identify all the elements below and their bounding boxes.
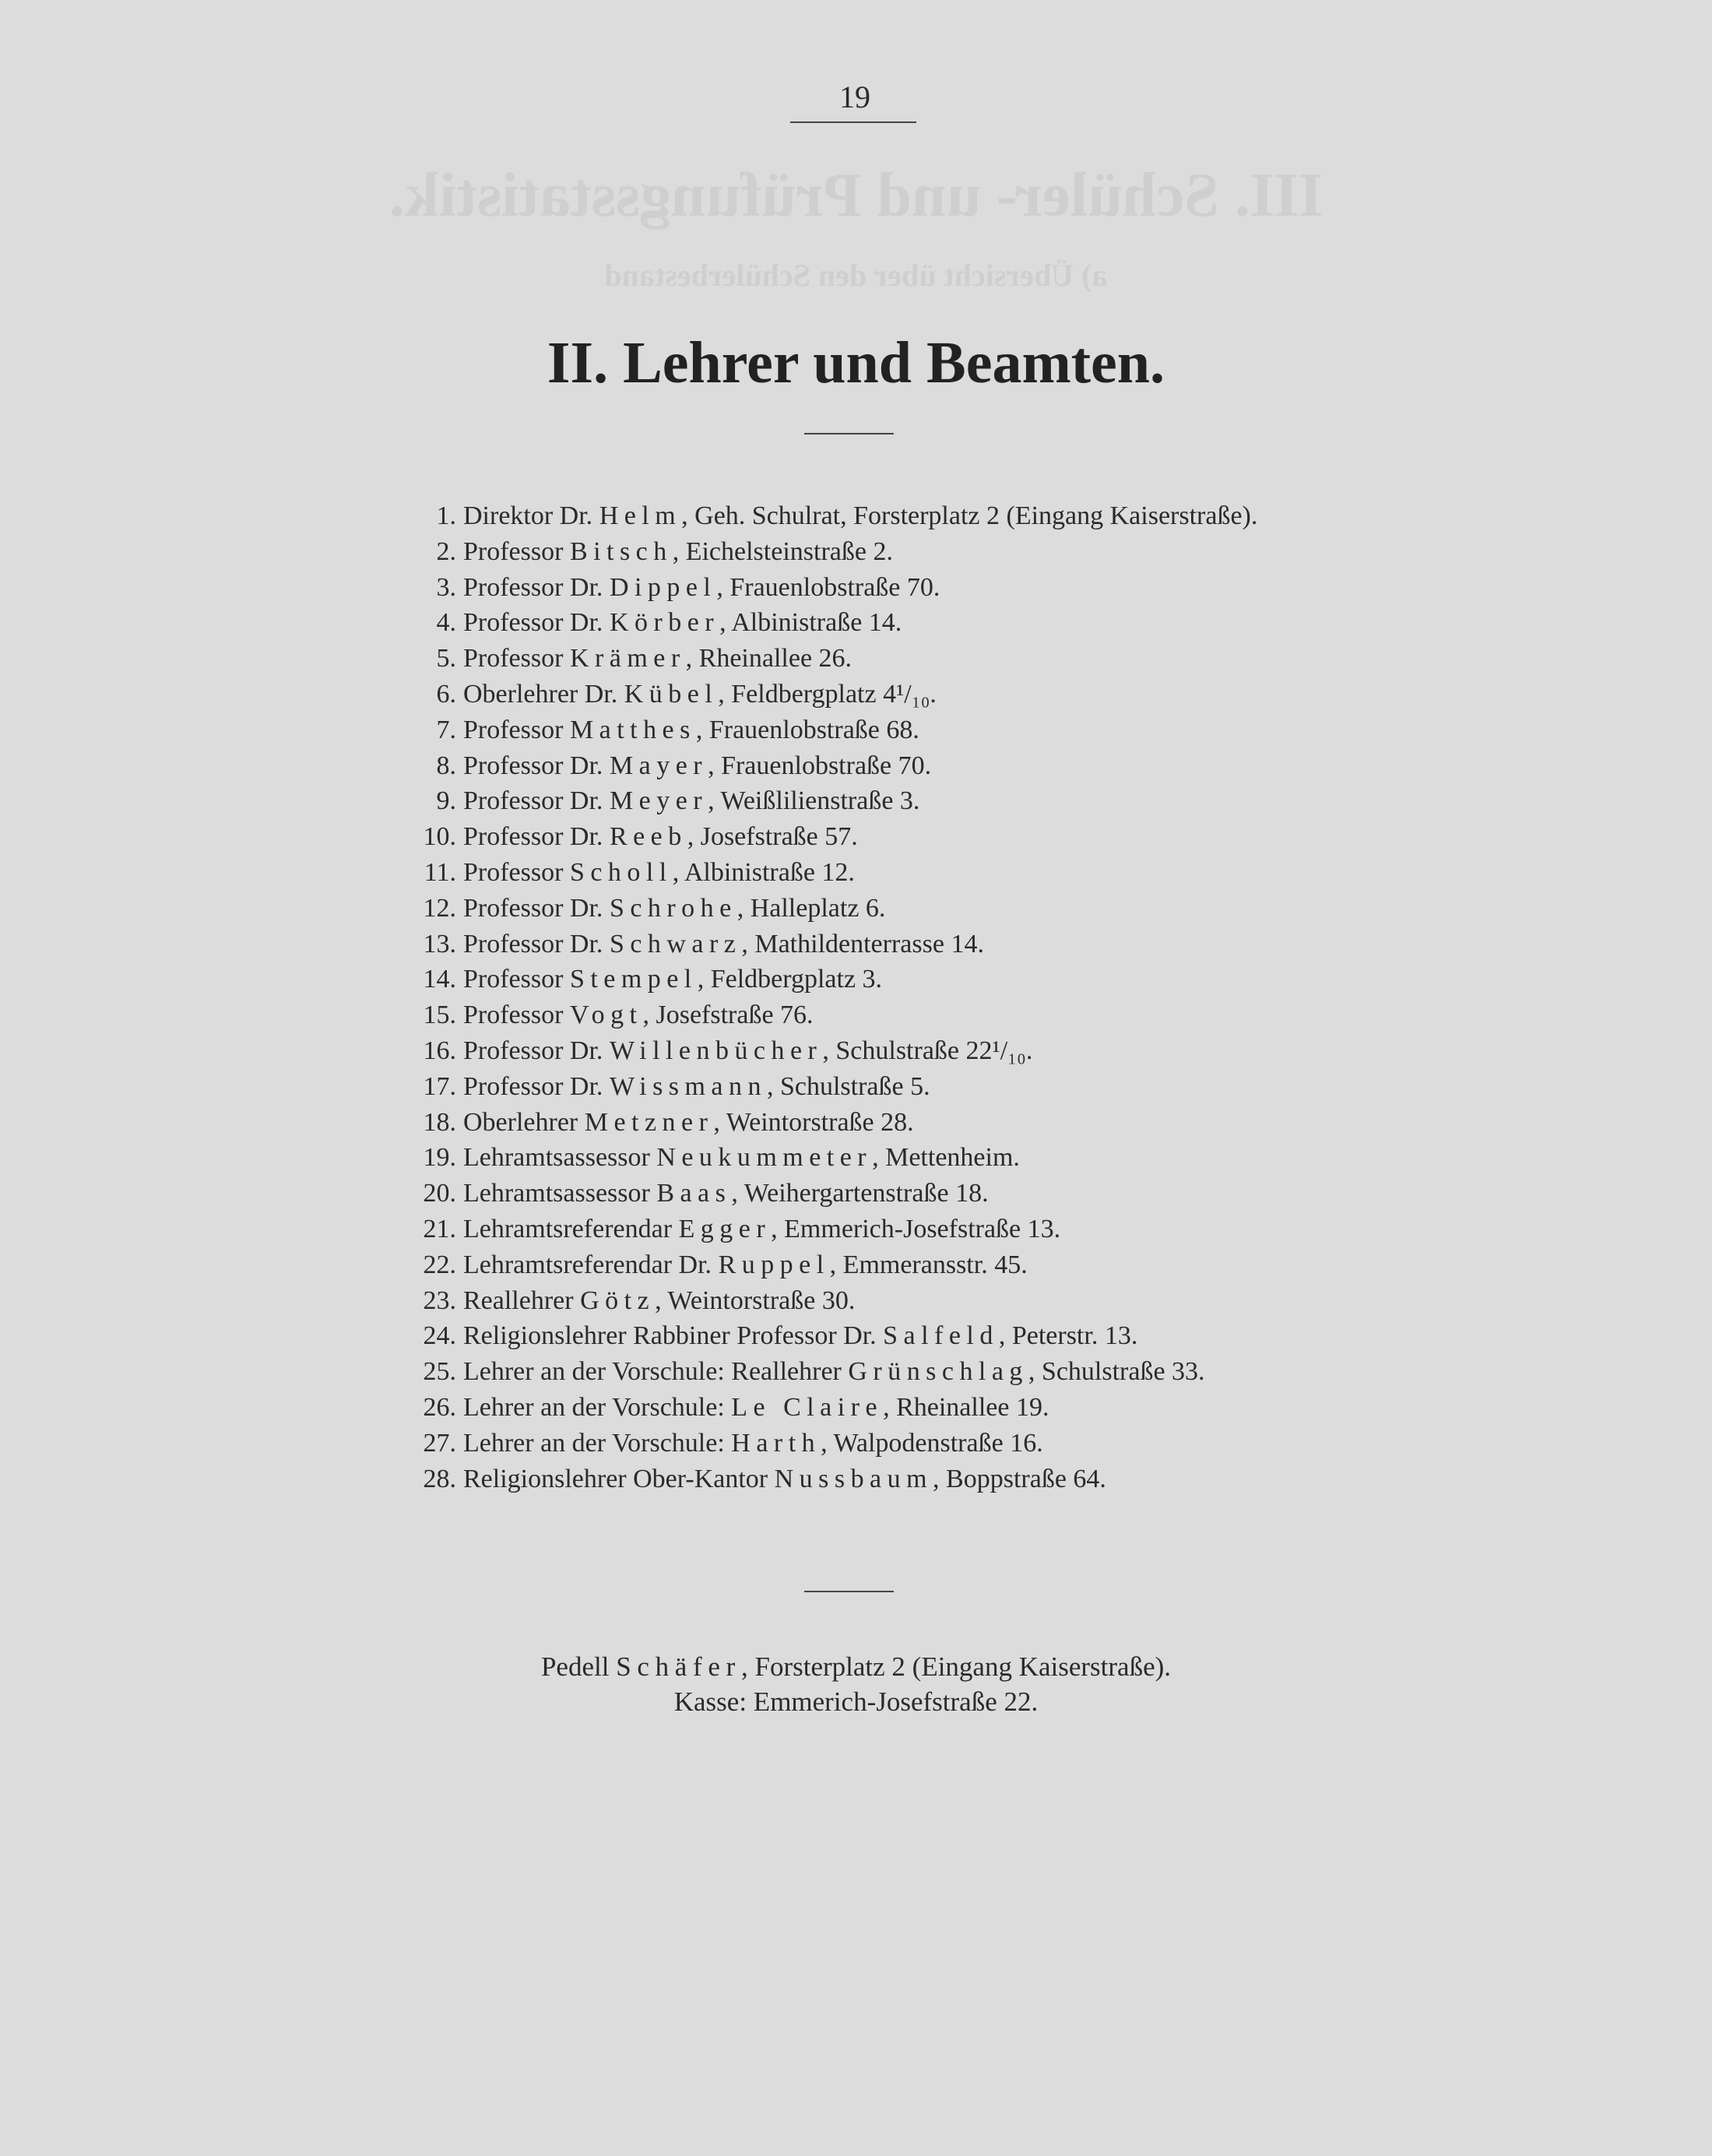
entry-number: 27.	[423, 1428, 456, 1458]
entry-text	[463, 962, 1300, 997]
entry-title: Lehramtsreferendar	[463, 1214, 679, 1243]
staff-entry	[405, 1390, 1300, 1426]
entry-title: Professor	[463, 965, 570, 994]
entry-address: , Halleplatz 6.	[736, 893, 886, 923]
pedell-name: Schäfer	[616, 1651, 741, 1682]
entry-title: Professor	[463, 1001, 570, 1030]
entry-address: , Rheinallee 19.	[883, 1392, 1049, 1422]
entry-address: , Schulstraße 22¹/₁₀.	[822, 1036, 1033, 1065]
entry-address: , Frauenlobstraße 68.	[695, 715, 919, 744]
staff-entry	[405, 498, 1300, 534]
entry-text	[463, 677, 1300, 712]
entry-address: , Rheinallee 26.	[685, 644, 852, 674]
entry-name: Matthes	[569, 715, 696, 744]
entry-number: 3.	[436, 572, 456, 602]
entry-text	[463, 1176, 1300, 1212]
entry-number: 10.	[423, 822, 456, 852]
entry-name: Metzner	[584, 1107, 714, 1137]
entry-number: 8.	[436, 751, 456, 780]
page-number-underline	[790, 121, 916, 123]
entry-name: Neukummeter	[656, 1143, 873, 1173]
entry-name: Mayer	[609, 751, 708, 780]
entry-name: Egger	[678, 1214, 772, 1243]
staff-entry	[405, 1212, 1300, 1247]
entry-title: Professor Dr.	[463, 893, 610, 923]
entry-text	[463, 1461, 1300, 1497]
entry-number: 12.	[423, 893, 456, 923]
entry-text	[463, 1283, 1300, 1319]
entry-address: , Mettenheim.	[872, 1143, 1020, 1173]
entry-address: , Peterstr. 13.	[998, 1321, 1138, 1351]
staff-entry	[405, 1461, 1300, 1497]
entry-number: 13.	[423, 929, 456, 958]
entry-name: Salfeld	[883, 1321, 999, 1351]
entry-number: 26.	[423, 1392, 456, 1422]
entry-name: Helm	[599, 501, 682, 530]
staff-entry	[405, 1283, 1300, 1319]
entry-address: , Albinistraße 12.	[672, 857, 855, 887]
entry-address: , Frauenlobstraße 70.	[708, 751, 932, 780]
entry-text	[463, 1212, 1300, 1247]
entry-name: Reeb	[609, 822, 687, 852]
entry-text	[463, 1390, 1300, 1426]
page-number: 19	[839, 79, 870, 114]
entry-number: 28.	[423, 1464, 456, 1493]
entry-name: Körber	[609, 608, 720, 638]
list-divider	[804, 1591, 894, 1592]
entry-number: 20.	[423, 1179, 456, 1208]
entry-text	[463, 605, 1300, 641]
entry-title: Professor Dr.	[463, 751, 610, 780]
entry-name: Scholl	[569, 857, 673, 887]
kasse-line: Kasse: Emmerich-Josefstraße 22.	[673, 1686, 1039, 1717]
entry-name: Harth	[731, 1428, 821, 1458]
entry-name: Dippel	[609, 572, 717, 602]
entry-name: Grünschlag	[848, 1357, 1028, 1387]
entry-address: , Schulstraße 33.	[1028, 1357, 1205, 1387]
entry-address: , Weintorstraße 28.	[713, 1107, 914, 1137]
entry-title: Professor Dr.	[463, 1036, 610, 1065]
entry-text	[463, 1033, 1300, 1069]
entry-name: Nussbaum	[774, 1464, 933, 1493]
entry-text	[463, 1318, 1300, 1354]
entry-text	[463, 1140, 1300, 1176]
entry-text	[463, 1069, 1300, 1105]
entry-name: Willenbücher	[609, 1036, 823, 1065]
entry-number: 23.	[423, 1286, 456, 1315]
entry-title: Lehramtsreferendar Dr.	[463, 1250, 719, 1279]
staff-entry	[405, 1354, 1300, 1390]
entry-text	[463, 783, 1300, 819]
pedell-line	[0, 1649, 1712, 1684]
entry-text	[463, 927, 1300, 962]
footer	[0, 1649, 1712, 1719]
entry-title: Religionslehrer Ober-Kantor	[463, 1464, 775, 1493]
entry-text	[463, 819, 1300, 855]
staff-entry	[405, 1176, 1300, 1212]
entry-text	[463, 997, 1300, 1033]
staff-entry	[405, 712, 1300, 748]
entry-name: Bitsch	[569, 536, 673, 566]
entry-number: 21.	[423, 1214, 456, 1243]
entry-address: , Feldbergplatz 3.	[697, 965, 883, 994]
title-divider	[804, 433, 894, 434]
entry-address: , Weintorstraße 30.	[655, 1286, 856, 1315]
entry-title: Professor	[463, 857, 570, 887]
entry-address: , Josefstraße 76.	[642, 1001, 814, 1030]
entry-address: , Weihergartenstraße 18.	[731, 1179, 989, 1208]
entry-address: , Boppstraße 64.	[933, 1464, 1106, 1493]
entry-title: Oberlehrer Dr.	[463, 679, 624, 709]
entry-title: Professor	[463, 536, 570, 566]
entry-text	[463, 641, 1300, 677]
staff-entry	[405, 1247, 1300, 1283]
pedell-address: , Forsterplatz 2 (Eingang Kaiserstraße).	[740, 1651, 1172, 1682]
entry-title: Lehramtsassessor	[463, 1143, 657, 1173]
entry-title: Professor Dr.	[463, 786, 610, 816]
staff-entry	[405, 927, 1300, 962]
entry-text	[463, 891, 1300, 927]
entry-number: 11.	[424, 857, 456, 887]
entry-name: Götz	[580, 1286, 656, 1315]
entry-number: 9.	[436, 786, 456, 816]
pedell-prefix: Pedell	[540, 1651, 617, 1682]
entry-text	[463, 570, 1300, 606]
entry-number: 25.	[423, 1357, 456, 1387]
entry-number: 18.	[423, 1107, 456, 1137]
entry-name: Schwarz	[609, 929, 742, 958]
staff-entry	[405, 534, 1300, 570]
bleed-through-heading: III. Schüler- und Prüfungsstatistik.	[388, 161, 1324, 230]
entry-name: Vogt	[569, 1001, 643, 1030]
entry-name: Le Claire	[731, 1392, 884, 1422]
entry-text	[463, 534, 1300, 570]
entry-title: Professor	[463, 644, 570, 674]
staff-entry	[405, 1033, 1300, 1069]
entry-number: 7.	[436, 715, 456, 744]
entry-number: 6.	[436, 679, 456, 709]
staff-entry	[405, 641, 1300, 677]
entry-number: 19.	[423, 1143, 456, 1173]
entry-address: , Mathildenterrasse 14.	[741, 929, 984, 958]
entry-number: 24.	[423, 1321, 456, 1351]
staff-entry	[405, 819, 1300, 855]
entry-number: 16.	[423, 1036, 456, 1065]
staff-entry	[405, 1069, 1300, 1105]
entry-name: Meyer	[609, 786, 708, 816]
staff-entry	[405, 962, 1300, 997]
staff-entry	[405, 1105, 1300, 1141]
entry-title: Professor Dr.	[463, 929, 610, 958]
entry-text	[463, 1247, 1300, 1283]
entry-text	[463, 712, 1300, 748]
staff-entry	[405, 677, 1300, 712]
entry-name: Ruppel	[718, 1250, 830, 1279]
entry-title: Lehramtsassessor	[463, 1179, 657, 1208]
entry-text	[463, 1105, 1300, 1141]
staff-entry	[405, 891, 1300, 927]
entry-address: , Emmeransstr. 45.	[829, 1250, 1028, 1279]
entry-address: , Schulstraße 5.	[766, 1071, 930, 1101]
entry-title: Professor	[463, 715, 570, 744]
entry-title: Professor Dr.	[463, 1071, 610, 1101]
entry-name: Baas	[656, 1179, 732, 1208]
entry-number: 1.	[436, 501, 456, 530]
staff-entry	[405, 997, 1300, 1033]
entry-title: Lehrer an der Vorschule: Reallehrer	[463, 1357, 849, 1387]
entry-address: , Eichelsteinstraße 2.	[672, 536, 893, 566]
entry-text	[463, 1426, 1300, 1461]
entry-text	[463, 498, 1300, 534]
entry-title: Professor Dr.	[463, 822, 610, 852]
entry-number: 15.	[423, 1001, 456, 1030]
entry-address: , Feldbergplatz 4¹/₁₀.	[718, 679, 937, 709]
entry-number: 4.	[436, 608, 456, 638]
entry-number: 22.	[423, 1250, 456, 1279]
bleed-through-subheading: a) Übersicht über den Schülerbestand	[604, 258, 1108, 293]
entry-text	[463, 1354, 1300, 1390]
entry-title: Oberlehrer	[463, 1107, 585, 1137]
entry-address: , Geh. Schulrat, Forsterplatz 2 (Eingang Kaiserstraße).	[681, 501, 1258, 530]
entry-name: Wissmann	[609, 1071, 767, 1101]
entry-number: 5.	[436, 644, 456, 674]
entry-title: Professor Dr.	[463, 572, 610, 602]
entry-text	[463, 748, 1300, 784]
entry-number: 14.	[423, 965, 456, 994]
section-title: II. Lehrer und Beamten.	[547, 330, 1165, 396]
staff-entry	[405, 748, 1300, 784]
entry-name: Stempel	[569, 965, 698, 994]
entry-name: Kübel	[624, 679, 719, 709]
entry-address: , Frauenlobstraße 70.	[716, 572, 940, 602]
staff-entry	[405, 1318, 1300, 1354]
entry-title: Lehrer an der Vorschule:	[463, 1392, 732, 1422]
staff-entry	[405, 855, 1300, 891]
entry-title: Religionslehrer Rabbiner Professor Dr.	[463, 1321, 884, 1351]
staff-entry	[405, 570, 1300, 606]
entry-title: Lehrer an der Vorschule:	[463, 1428, 732, 1458]
staff-entry	[405, 1426, 1300, 1461]
entry-address: , Emmerich-Josefstraße 13.	[771, 1214, 1061, 1243]
entry-title: Direktor Dr.	[463, 501, 599, 530]
entry-number: 17.	[423, 1071, 456, 1101]
staff-entry	[405, 1140, 1300, 1176]
entry-text	[463, 855, 1300, 891]
entry-address: , Albinistraße 14.	[719, 608, 902, 638]
staff-entry	[405, 605, 1300, 641]
staff-list	[405, 498, 1300, 1497]
staff-entry	[405, 783, 1300, 819]
entry-title: Professor Dr.	[463, 608, 610, 638]
entry-address: , Josefstraße 57.	[687, 822, 858, 852]
entry-title: Reallehrer	[463, 1286, 581, 1315]
entry-number: 2.	[436, 536, 456, 566]
entry-address: , Walpodenstraße 16.	[821, 1428, 1043, 1458]
entry-address: , Weißlilienstraße 3.	[708, 786, 920, 816]
entry-name: Krämer	[569, 644, 686, 674]
entry-name: Schrohe	[609, 893, 737, 923]
